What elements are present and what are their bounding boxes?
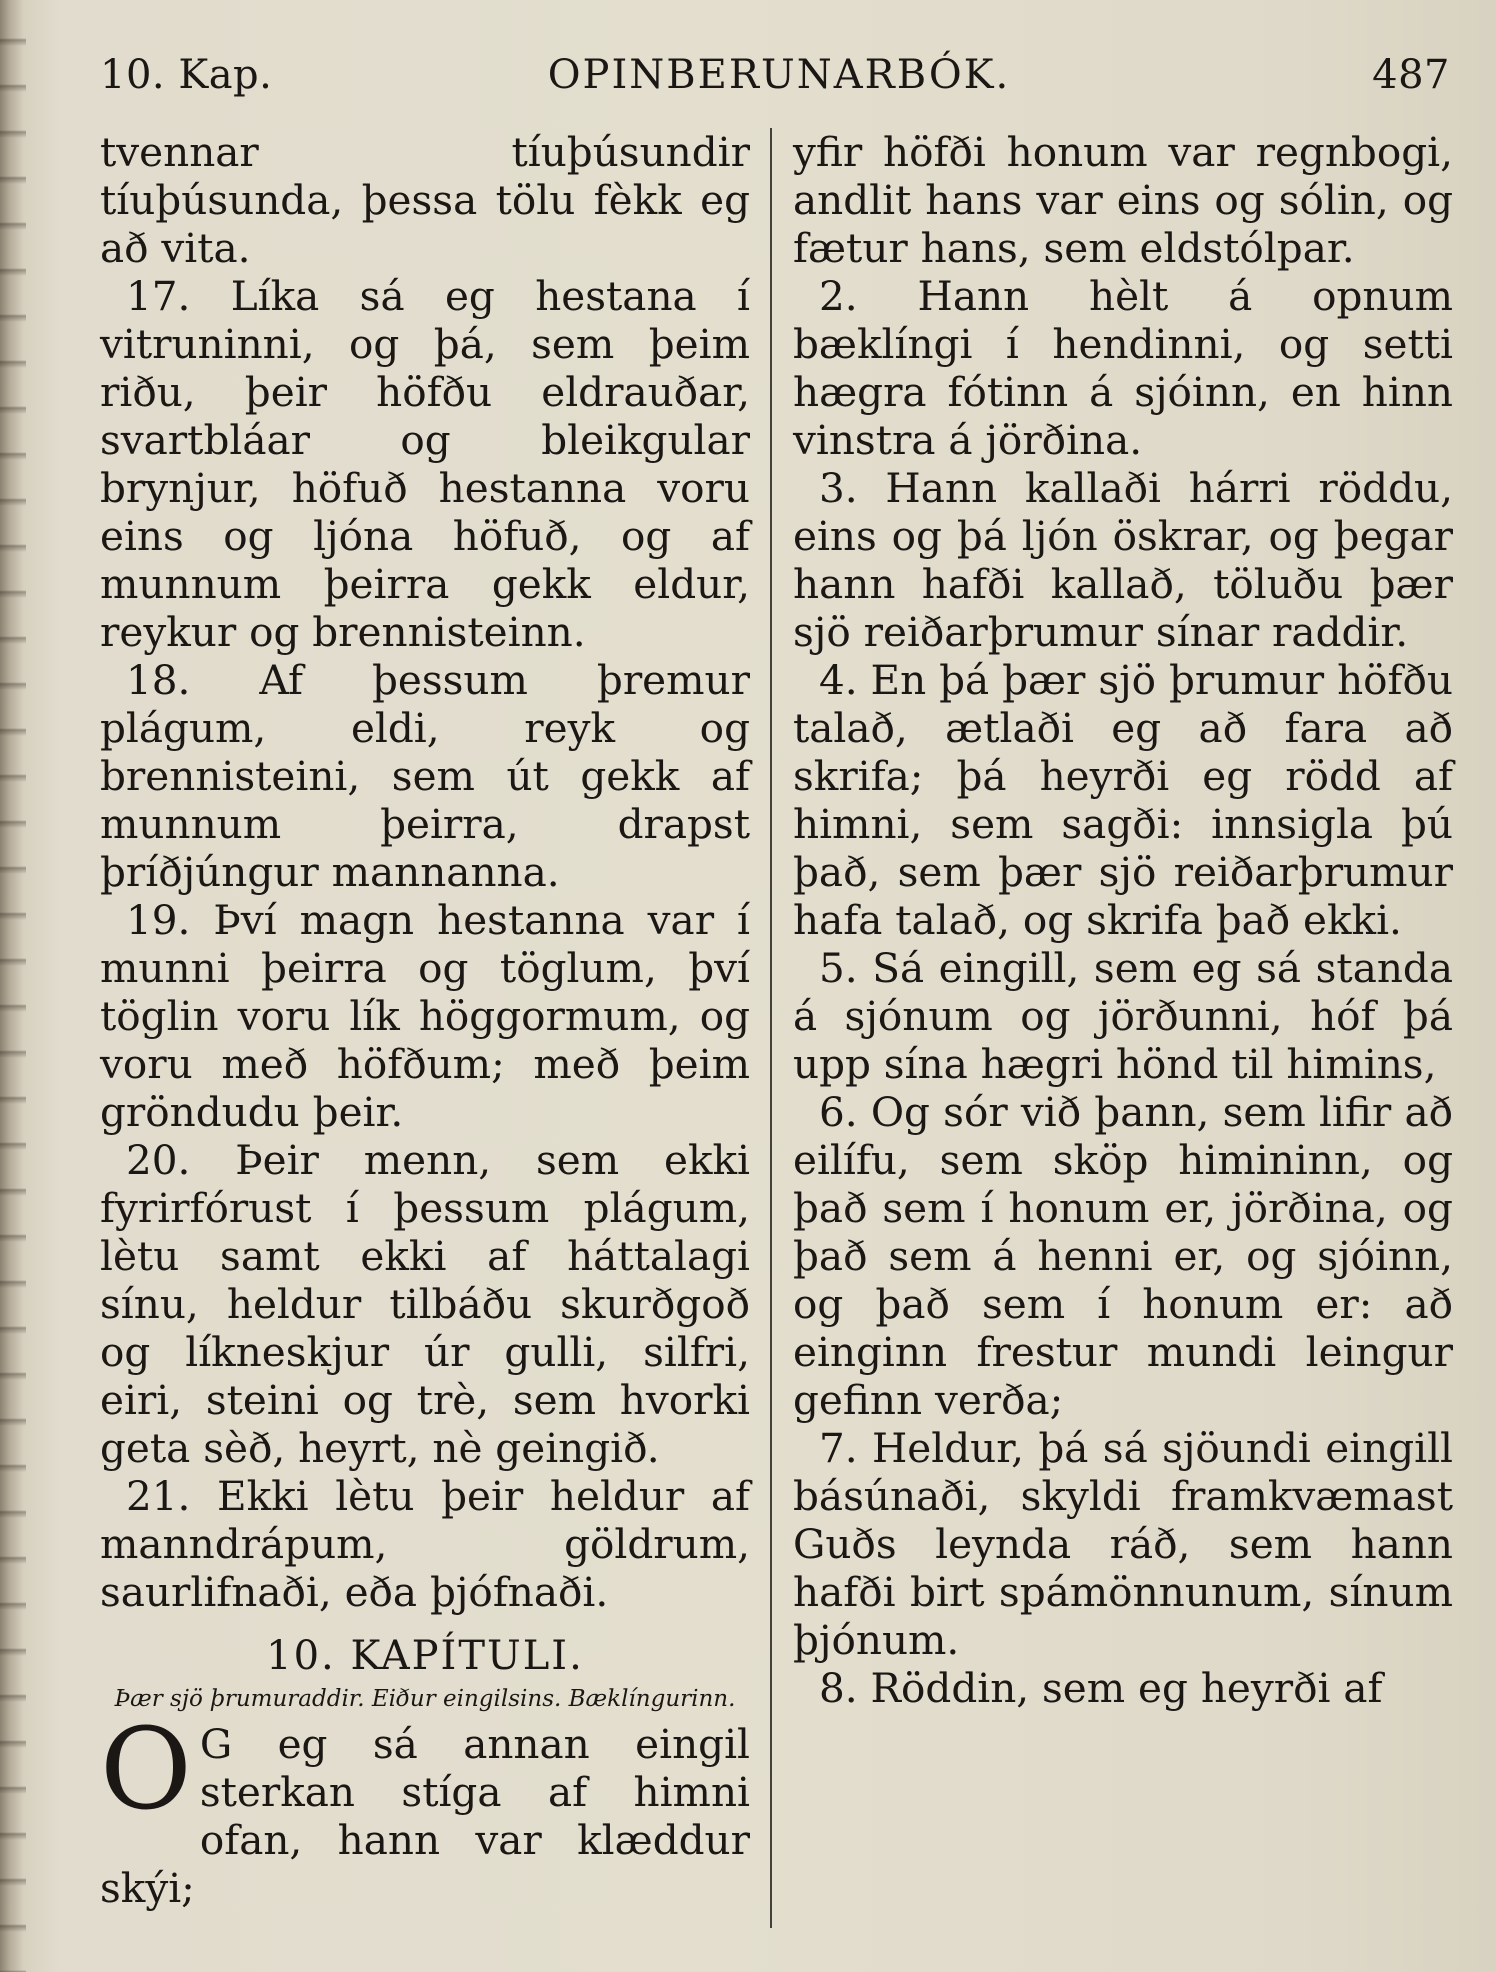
running-header [100, 52, 1458, 112]
chapter-title: 10. KAPÍTULI. [266, 1633, 584, 1679]
verse-7: 7. Heldur, þá sá sjöundi eingill básúnaði, skyldi framkvæmast Guðs leynda ráð, sem hann hafði birt spámönnunum, sínum þjónum. [793, 1424, 1453, 1664]
left-column [100, 128, 750, 1912]
verse-5: 5. Sá eingill, sem eg sá standa á sjónum og jörðunni, hóf þá upp sína hægri hönd til himins, [793, 944, 1453, 1088]
paragraph-continued: tvennar tíuþúsundir tíuþúsunda, þessa tölu fèkk eg að vita. [100, 128, 750, 272]
drop-cap: O [100, 1705, 192, 1835]
verse-19: 19. Því magn hestanna var í munni þeirra og töglum, því töglin voru lík höggormum, og voru með höfðum; með þeim gröndudu þeir. [100, 896, 750, 1136]
verse-1-text: G eg sá annan eingil sterkan stíga af himni ofan, hann var klæddur skýi; [100, 1720, 750, 1912]
chapter-summary: Þær sjö þrumuraddir. Eiður eingilsins. Bæklíngurinn. [114, 1686, 736, 1712]
verse-3: 3. Hann kallaði hárri röddu, eins og þá ljón öskrar, og þegar hann hafði kallað, töluðu þær sjö reiðarþrumur sínar raddir. [793, 464, 1453, 656]
verse-1 [100, 1705, 750, 1912]
page-number: 487 [1372, 52, 1450, 98]
header-chapter: 10. Kap. [100, 52, 273, 98]
verse-2: 2. Hann hèlt á opnum bæklíngi í hendinni, og setti hægra fótinn á sjóinn, en hinn vinstra á jörðina. [793, 272, 1453, 464]
verse-4: 4. En þá þær sjö þrumur höfðu talað, ætlaði eg að fara að skrifa; þá heyrði eg rödd af himni, sem sagði: innsigla þú það, sem þær sjö reiðarþrumur hafa talað, og skrifa það ekki. [793, 656, 1453, 944]
column-divider [770, 128, 772, 1928]
verse-17: 17. Líka sá eg hestana í vitruninni, og þá, sem þeim riðu, þeir höfðu eldrauðar, svartbláar og bleikgular brynjur, höfuð hestanna voru eins og ljóna höfuð, og af munnum þeirra gekk eldur, reykur og brennisteinn. [100, 272, 750, 656]
verse-6: 6. Og sór við þann, sem lifir að eilífu, sem sköp himininn, og það sem í honum er, jörðina, og það sem á henni er, og sjóinn, og það sem í honum er: að einginn frestur mundi leingur gefinn verða; [793, 1088, 1453, 1424]
header-book-title: OPINBERUNARBÓK. [547, 52, 1011, 98]
verse-18: 18. Af þessum þremur plágum, eldi, reyk og brennisteini, sem út gekk af munnum þeirra, drapst þríðjúngur mannanna. [100, 656, 750, 896]
verse-20: 20. Þeir menn, sem ekki fyrirfórust í þessum plágum, lètu samt ekki af háttalagi sínu, heldur tilbáðu skurðgoð og líkneskjur úr gulli, silfri, eiri, steini og trè, sem hvorki geta sèð, heyrt, nè geingið. [100, 1136, 750, 1472]
verse-8: 8. Röddin, sem eg heyrði af [819, 1664, 1383, 1712]
verse-21: 21. Ekki lètu þeir heldur af manndrápum, göldrum, saurlifnaði, eða þjófnaði. [100, 1472, 750, 1616]
paragraph-continued-right: yfir höfði honum var regnbogi, andlit hans var eins og sólin, og fætur hans, sem eldstólpar. [793, 128, 1453, 272]
right-column [793, 128, 1453, 1712]
page-gutter [0, 0, 26, 1972]
